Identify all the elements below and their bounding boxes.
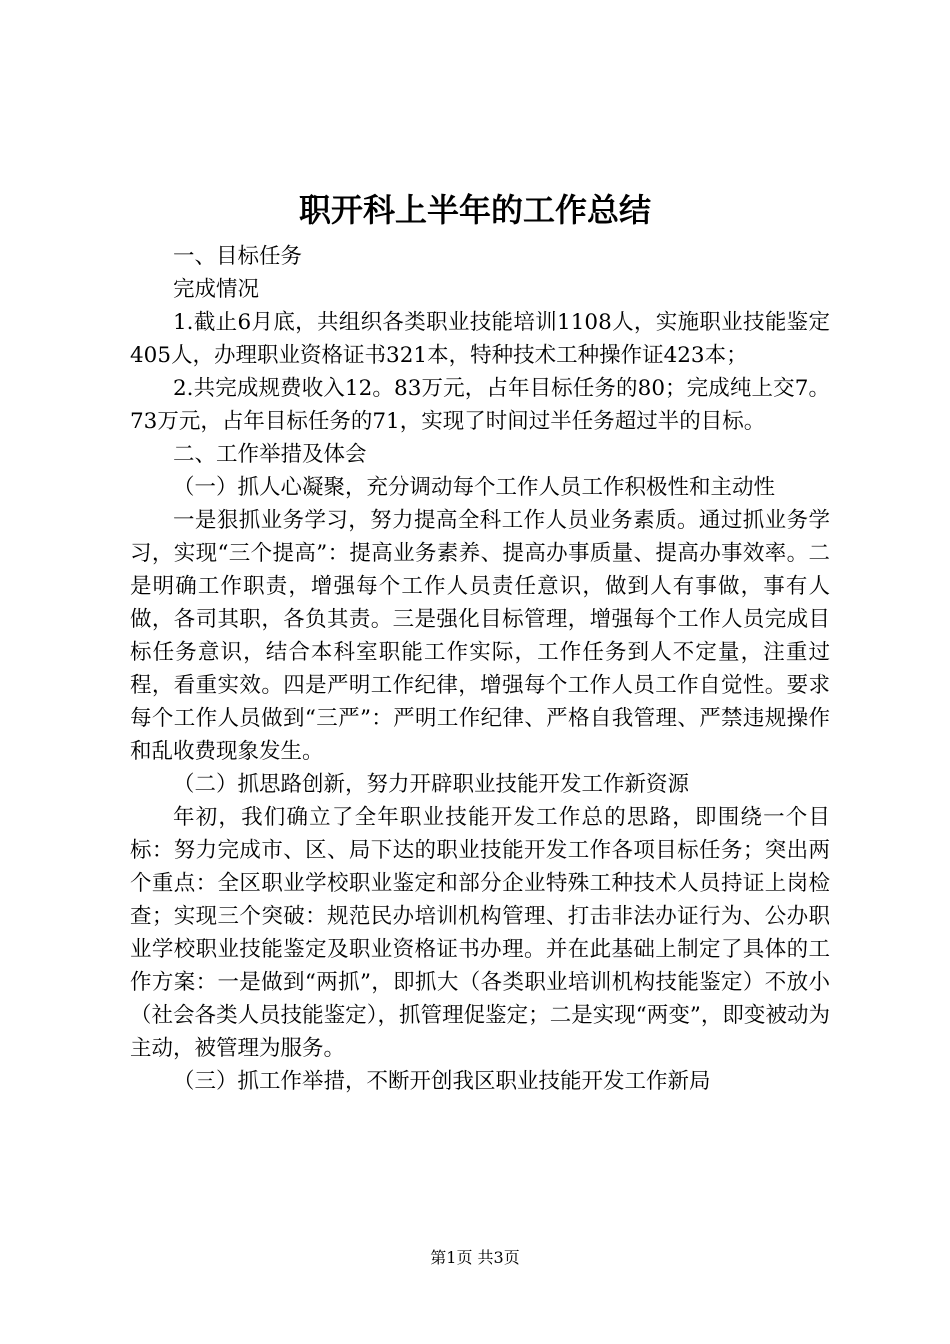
section-heading-1: 一、目标任务 xyxy=(173,244,303,269)
subsection-heading-3: （三）抓工作举措，不断开创我区职业技能开发工作新局 xyxy=(173,1069,711,1094)
document-body xyxy=(130,240,830,1098)
subsection-heading-1: （一）抓人心凝聚，充分调动每个工作人员工作积极性和主动性 xyxy=(173,475,776,500)
section-heading-2: 二、工作举措及体会 xyxy=(173,442,367,467)
paragraph-item-2: 2.共完成规费收入12。83万元，占年目标任务的80；完成纯上交7。73万元，占年目标任务的71，实现了时间过半任务超过半的目标。 xyxy=(130,376,830,434)
paragraph-body-2: 年初，我们确立了全年职业技能开发工作总的思路，即围绕一个目标：努力完成市、区、局下达的职业技能开发工作各项目标任务；突出两个重点：全区职业学校职业鉴定和部分企业特殊工种技术人员持证上岗检查；实现三个突破：规范民办培训机构管理、打击非法办证行为、公办职业学校职业技能鉴定及职业资格证书办理。并在此基础上制定了具体的工作方案：一是做到“两抓”，即抓大（各类职业培训机构技能鉴定）不放小（社会各类人员技能鉴定），抓管理促鉴定；二是实现“两变”，即变被动为主动，被管理为服务。 xyxy=(130,805,830,1061)
subheading-completion: 完成情况 xyxy=(173,277,260,302)
document-title: 职开科上半年的工作总结 xyxy=(298,191,651,229)
subsection-heading-2: （二）抓思路创新，努力开辟职业技能开发工作新资源 xyxy=(173,772,690,797)
page-footer: 第1页 共3页 xyxy=(430,1248,520,1267)
paragraph-item-1: 1.截止6月底，共组织各类职业技能培训1108人，实施职业技能鉴定405人，办理职业资格证书321本，特种技术工种操作证423本； xyxy=(130,310,830,368)
paragraph-body-1: 一是狠抓业务学习，努力提高全科工作人员业务素质。通过抓业务学习，实现“三个提高”：提高业务素养、提高办事质量、提高办事效率。二是明确工作职责，增强每个工作人员责任意识，做到人有事做，事有人做，各司其职，各负其责。三是强化目标管理，增强每个工作人员完成目标任务意识，结合本科室职能工作实际，工作任务到人不定量，注重过程，看重实效。四是严明工作纪律，增强每个工作人员工作自觉性。要求每个工作人员做到“三严”：严明工作纪律、严格自我管理、严禁违规操作和乱收费现象发生。 xyxy=(130,508,830,764)
